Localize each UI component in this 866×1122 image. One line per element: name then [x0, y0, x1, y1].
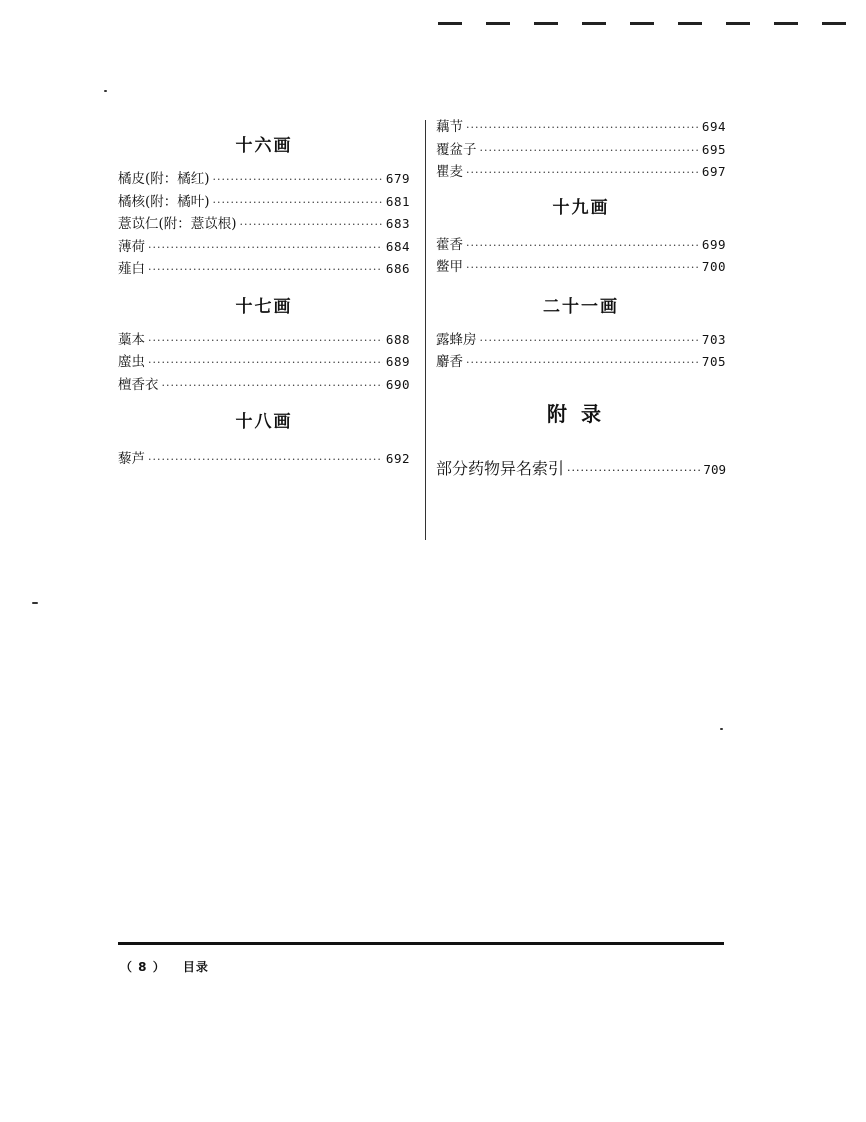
entry-page-number: 681 [385, 193, 410, 209]
entry-page-number: 679 [385, 171, 410, 186]
leader-dots [148, 449, 383, 472]
leader-dots [466, 352, 699, 375]
leader-dots [240, 214, 383, 237]
footer-rule [118, 942, 724, 945]
entry-name: 薄荷 [118, 238, 145, 255]
leader-dots [148, 352, 383, 375]
toc-entry [118, 191, 410, 214]
entry-name: 藜芦 [118, 451, 145, 467]
entry-name: 露蜂房 [436, 331, 477, 348]
leader-dots [466, 162, 699, 185]
entry-name: 薏苡仁(附：薏苡根) [118, 216, 237, 232]
toc-entry [118, 236, 410, 259]
column-divider [425, 120, 426, 540]
leader-dots [466, 257, 699, 280]
appendix-entry [436, 456, 726, 482]
entry-name: 部分药物异名索引 [436, 458, 565, 478]
entry-name: 麝香 [436, 354, 463, 370]
footer-label: 目录 [182, 960, 209, 974]
section-title-17-strokes: 十七画 [235, 296, 293, 317]
entry-name: 藁本 [118, 331, 145, 348]
entry-name: 藿香 [436, 236, 463, 253]
toc-entry [436, 116, 726, 139]
toc-entry [118, 374, 410, 397]
leader-dots [148, 237, 383, 260]
leader-dots [480, 330, 699, 353]
toc-entry [118, 168, 410, 191]
entry-name: 橘皮(附：橘红) [118, 171, 210, 187]
toc-entry [436, 351, 726, 374]
entry-page-number: 692 [385, 451, 410, 466]
leader-dots [466, 235, 699, 258]
entry-name: 藕节 [436, 119, 463, 135]
toc-entry [436, 139, 726, 162]
leader-dots [466, 117, 699, 140]
section-title-21-strokes: 二十一画 [543, 296, 619, 317]
toc-entry [436, 329, 726, 352]
entry-name: 薤白 [118, 261, 145, 277]
entry-name: 䗪虫 [118, 354, 145, 370]
entry-page-number: 686 [385, 261, 410, 276]
entry-name: 橘核(附：橘叶) [118, 193, 210, 210]
right-column [436, 116, 726, 482]
toc-entry [118, 351, 410, 374]
entry-page-number: 683 [385, 216, 410, 231]
section-title-19-strokes: 十九画 [552, 197, 610, 218]
entry-name: 檀香衣 [118, 376, 159, 393]
entry-page-number: 684 [385, 238, 410, 254]
leader-dots [567, 458, 700, 484]
toc-entry [118, 258, 410, 281]
leader-dots [162, 375, 383, 398]
scan-speck [32, 602, 38, 604]
toc-entry [436, 256, 726, 279]
entry-name: 覆盆子 [436, 141, 477, 158]
left-column [118, 116, 410, 471]
entry-page-number: 690 [385, 376, 410, 392]
leader-dots [148, 259, 383, 282]
entry-page-number: 703 [701, 331, 726, 347]
entry-page-number: 689 [385, 354, 410, 369]
entry-page-number: 700 [701, 259, 726, 274]
toc-entry [118, 448, 410, 471]
scan-speck [720, 728, 723, 730]
toc-entry [436, 161, 726, 184]
appendix-title: 附录 [547, 401, 615, 426]
entry-name: 鳖甲 [436, 259, 463, 275]
page-footer [120, 958, 209, 975]
leader-dots [148, 330, 383, 353]
entry-page-number: 709 [703, 461, 726, 477]
entry-page-number: 695 [701, 141, 726, 157]
entry-name: 瞿麦 [436, 164, 463, 180]
leader-dots [213, 169, 383, 192]
scan-speck [104, 90, 107, 92]
entry-page-number: 699 [701, 236, 726, 252]
entry-page-number: 688 [385, 331, 410, 347]
entry-page-number: 705 [701, 354, 726, 369]
entry-page-number: 694 [701, 119, 726, 134]
toc-entry [436, 234, 726, 257]
top-dash-decoration [438, 22, 858, 25]
toc-entry [118, 213, 410, 236]
leader-dots [213, 192, 383, 215]
section-title-18-strokes: 十八画 [235, 412, 293, 432]
leader-dots [480, 140, 699, 163]
entry-page-number: 697 [701, 164, 726, 179]
footer-page-marker: （ 8 ） [120, 960, 166, 974]
section-title-16-strokes: 十六画 [235, 136, 293, 156]
toc-entry [118, 329, 410, 352]
